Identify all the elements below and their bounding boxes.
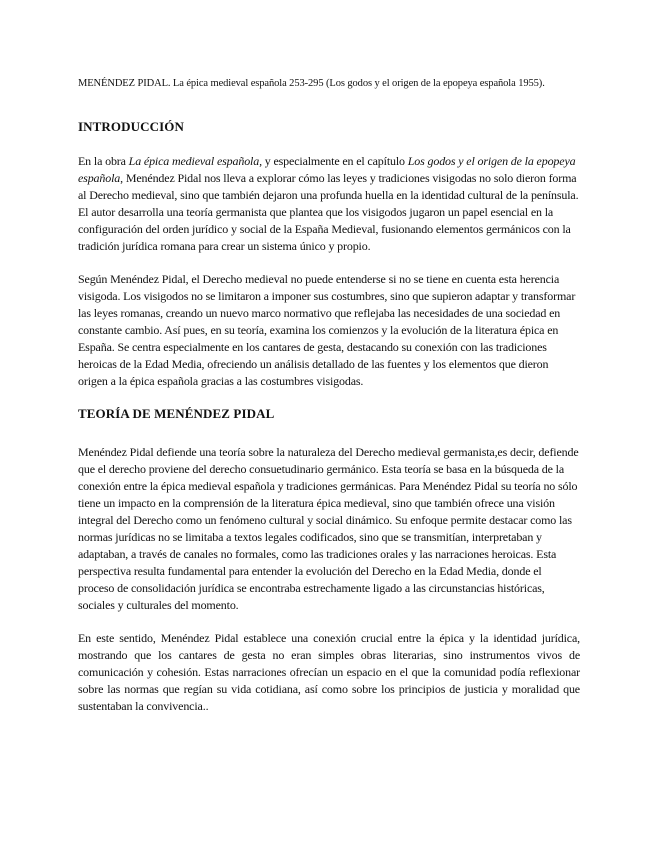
paragraph-teoria-2: En este sentido, Menéndez Pidal establece una conexión crucial entre la épica y la identidad jurídica, mostrando que los cantares de gesta no eran simples obras literarias, sino instrumentos vivos de comunicación y cohesión. Estas narraciones ofrecían un espacio en el que la comunidad podía reflexionar sobre las normas que regían su vida cotidiana, así como sobre los principios de justicia y moralidad que sustentaban la convivencia.. <box>78 631 580 713</box>
paragraph-teoria-1: Menéndez Pidal defiende una teoría sobre la naturaleza del Derecho medieval germanista,es decir, defiende que el derecho proviene del derecho consuetudinario germánico. Esta teoría se basa en la búsqueda de la conexión entre la épica medieval española y tradiciones germánicas. Para Menéndez Pidal su teoría no sólo tiene un impacto en la comprensión de la literatura épica medieval, sino que también ofrece una visión integral del Derecho como un fenómeno cultural y social dinámico. Su enfoque permite destacar como las normas jurídicas no se limitaba a textos legales codificados, sino que se transmitían, interpretaban y adaptaban, a través de canales no formales, como las tradiciones orales y las narraciones heroicas. Esta perspectiva resulta fundamental para entender la evolución del Derecho en la Edad Media, donde el proceso de consolidación jurídica se encontraba estrechamente ligado a las circunstancias históricas, sociales y culturales del momento. <box>78 445 579 612</box>
chapter-title: Los godos y el origen de la epopeya española <box>78 154 576 185</box>
paragraph-intro-1-mid: y especialmente en el capítulo <box>261 154 408 168</box>
section-heading-introduccion: INTRODUCCIÓN <box>78 119 184 134</box>
section-heading-teoria: TEORÍA DE MENÉNDEZ PIDAL <box>78 406 275 421</box>
document-header: MENÉNDEZ PIDAL. La épica medieval española 253-295 (Los godos y el origen de la epopeya española 1955). <box>78 78 545 89</box>
paragraph-intro-1-lead: En la obra <box>78 154 129 168</box>
document-page <box>78 76 580 731</box>
paragraph-intro-2: Según Menéndez Pidal, el Derecho medieval no puede entenderse si no se tiene en cuenta esta herencia visigoda. Los visigodos no se limitaron a imponer sus costumbres, sino que supieron adaptar y transformar las leyes romanas, creando un nuevo marco normativo que reflejaba las necesidades de una sociedad en constante cambio. Así pues, en su teoría, examina los comienzos y la evolución de la literatura épica en España. Se centra especialmente en los cantares de gesta, destacando su conexión con las tradiciones heroicas de la Edad Media, ofreciendo un análisis detallado de las fuentes y los elementos que dieron origen a la épica española gracias a las costumbres visigodas. <box>78 272 576 388</box>
book-title: La épica medieval española, <box>128 154 262 168</box>
paragraph-intro-1-body: , Menéndez Pidal nos lleva a explorar cómo las leyes y tradiciones visigodas no solo dieron forma al Derecho medieval, sino que también dejaron una profunda huella en la identidad cultural de la península. El autor desarrolla una teoría germanista que plantea que los visigodos jugaron un papel esencial en la configuración del orden jurídico y social de la España Medieval, fusionando elementos germánicos con la tradición jurídica romana para crear un sistema único y propio. <box>78 171 579 253</box>
paragraph-intro-1 <box>78 153 580 255</box>
